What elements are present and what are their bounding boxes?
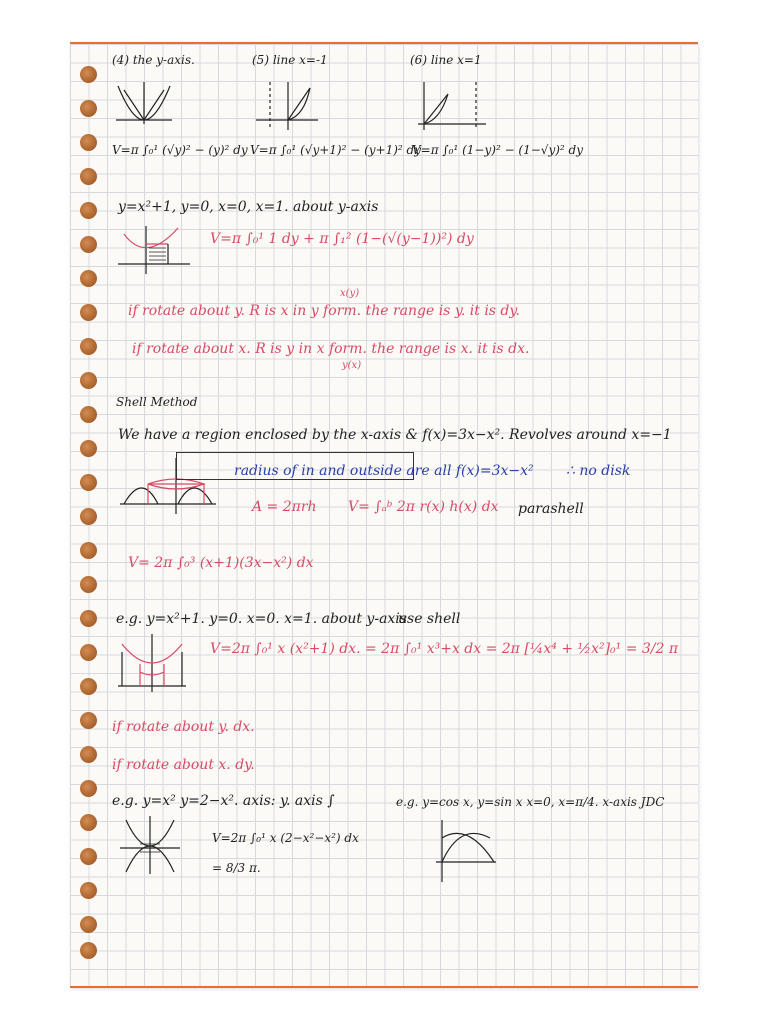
shell-formula-box — [176, 452, 414, 480]
spiral-hole — [80, 814, 97, 831]
spiral-hole — [80, 610, 97, 627]
sketch-example3-region — [118, 814, 182, 876]
spiral-hole — [80, 712, 97, 729]
formula-line-1: V=π ∫₀¹ (1−y)² − (1−√y)² dy — [412, 143, 583, 157]
example3-result: = 8/3 π. — [212, 861, 261, 875]
spiral-hole — [80, 542, 97, 559]
spiral-hole — [80, 440, 97, 457]
sketch-y-axis-region — [114, 80, 174, 130]
shell-result: V= 2π ∫₀³ (x+1)(3x−x²) dx — [128, 555, 314, 571]
sketch-line-neg1-region — [254, 80, 320, 134]
example2-rule-x: if rotate about x. dy. — [112, 757, 255, 773]
example3-formula: V=2π ∫₀¹ x (2−x²−x²) dx — [212, 831, 359, 845]
spiral-hole — [80, 780, 97, 797]
example2-problem: e.g. y=x²+1. y=0. x=0. x=1. about y-axis — [116, 611, 407, 627]
spiral-hole — [80, 678, 97, 695]
spiral-hole — [80, 942, 97, 959]
heading-line-1: (6) line x=1 — [410, 53, 482, 67]
heading-y-axis: (4) the y-axis. — [112, 53, 195, 67]
example3-problem: e.g. y=x² y=2−x². axis: y. axis ∫ — [112, 793, 335, 809]
rule-rotate-x: if rotate about x. R is y in x form. the range is x. it is dx. — [132, 341, 530, 357]
sketch-example2-shell — [116, 632, 190, 694]
spiral-hole — [80, 508, 97, 525]
rule-superscript-xy: x(y) — [340, 288, 360, 299]
example1-problem: y=x²+1, y=0, x=0, x=1. about y-axis — [118, 199, 379, 215]
formula-line-neg1: V=π ∫₀¹ (√y+1)² − (y+1)² dy — [250, 143, 421, 157]
spiral-hole — [80, 882, 97, 899]
spiral-hole — [80, 746, 97, 763]
shell-method-title: Shell Method — [116, 395, 198, 409]
rule-rotate-y: if rotate about y. R is x in y form. the range is y. it is dy. — [128, 303, 520, 319]
example2-method: use shell — [398, 611, 461, 627]
sketch-line-1-region — [414, 80, 490, 134]
example1-formula: V=π ∫₀¹ 1 dy + π ∫₁² (1−(√(y−1))²) dy — [210, 231, 474, 247]
spiral-hole — [80, 100, 97, 117]
sketch-example1-parabola — [116, 224, 192, 278]
shell-area-formula: A = 2πrh — [252, 499, 317, 515]
formula-y-axis: V=π ∫₀¹ (√y)² − (y)² dy — [112, 143, 248, 157]
heading-line-neg1: (5) line x=-1 — [252, 53, 328, 67]
spiral-hole — [80, 236, 97, 253]
shell-problem: We have a region enclosed by the x-axis & f(x)=3x−x². Revolves around x=−1 — [118, 427, 672, 443]
example2-rule-y: if rotate about y. dx. — [112, 719, 255, 735]
example2-formula: V=2π ∫₀¹ x (x²+1) dx. = 2π ∫₀¹ x³+x dx = 2π [¼x⁴ + ½x²]₀¹ = 3/2 π — [210, 641, 679, 657]
shell-note-radius: radius of in and outside are all f(x)=3x−x² — [234, 463, 534, 479]
spiral-hole — [80, 134, 97, 151]
rule-subscript-yx: y(x) — [342, 360, 362, 371]
spiral-hole — [80, 304, 97, 321]
spiral-hole — [80, 372, 97, 389]
spiral-hole — [80, 406, 97, 423]
sketch-example4-curves — [434, 818, 498, 884]
spiral-hole — [80, 338, 97, 355]
shell-parashell: parashell — [518, 501, 584, 517]
spiral-hole — [80, 270, 97, 287]
spiral-hole — [80, 644, 97, 661]
spiral-hole — [80, 848, 97, 865]
spiral-hole — [80, 202, 97, 219]
shell-no-disk: ∴ no disk — [566, 463, 631, 479]
shell-volume-formula: V= ∫ₐᵇ 2π r(x) h(x) dx — [348, 499, 499, 515]
example4-problem: e.g. y=cos x, y=sin x x=0, x=π/4. x-axis JDC — [396, 795, 665, 809]
spiral-hole — [80, 474, 97, 491]
spiral-hole — [80, 916, 97, 933]
spiral-hole — [80, 66, 97, 83]
spiral-hole — [80, 168, 97, 185]
spiral-hole — [80, 576, 97, 593]
